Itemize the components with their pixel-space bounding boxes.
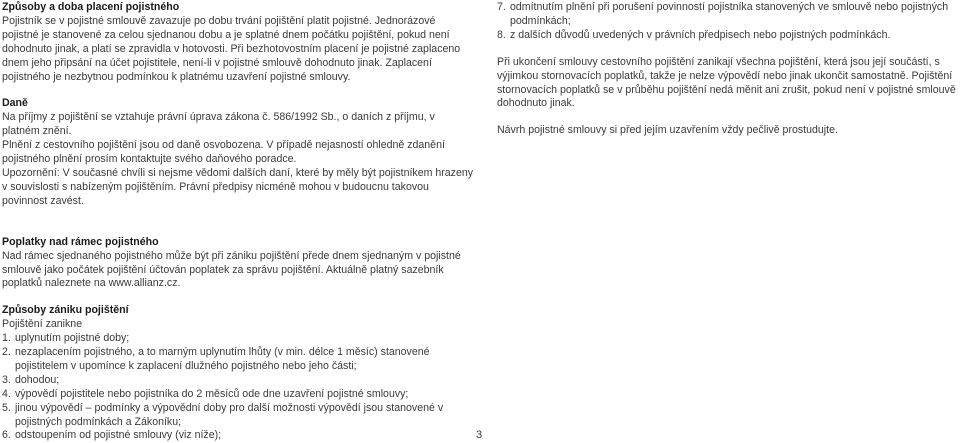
list-item: 4. výpovědí pojistitele nebo pojistníka do 2 měsíců ode dne uzavření pojistné smlouvy;	[2, 387, 409, 400]
section-payment-title: Způsoby a doba placení pojistného	[2, 1, 180, 13]
page-number: 3	[476, 429, 483, 441]
termination-paragraph: Při ukončení smlouvy cestovního pojištění zanikají všechna pojištění, která jsou její součástí, s výjimkou stornovacích poplatků, takže je nelze výpovědí nebo jinak ukončit samostatně. Pojištění stornovacích poplatků se v průběhu pojištění nedá měnit ani zrušit, pokud není v pojistné smlouvě dohodnuto jinak.	[497, 55, 956, 110]
list-item: 6. odstoupením od pojistné smlouvy (viz níže);	[2, 429, 222, 442]
section-taxes-title: Daně	[2, 97, 28, 110]
list-item: 2. nezaplacením pojistného, a to marným uplynutím lhůty (v min. délce 1 měsíc) stanovené pojistitelem v upomínce k zaplacení dlužného pojistného nebo jeho části;	[2, 346, 430, 372]
right-column	[497, 1, 957, 138]
termination-list-continued	[497, 1, 957, 43]
section-taxes-text-1: Na příjmy z pojištění se vztahuje právní úprava zákona č. 586/1992 Sb., o daních z příjmu, v platném znění.	[2, 111, 435, 138]
advice-paragraph: Návrh pojistné smlouvy si před jejím uzavřením vždy pečlivě prostudujte.	[497, 124, 838, 137]
section-payment	[2, 1, 474, 84]
list-item: 5. jinou výpovědí – podmínky a výpovědní doby pro další možnosti výpovědí jsou stanovené v pojistných podmínkách a Zákoníku;	[2, 401, 444, 428]
list-item: 7. odmítnutím plnění při porušení povinností pojistníka stanovených ve smlouvě nebo pojistných podmínkách;	[497, 1, 949, 27]
section-termination-title: Způsoby zániku pojištění	[2, 304, 129, 317]
section-payment-text: Pojistník se v pojistné smlouvě zavazuje po dobu trvání pojištění platit pojistné. Jednorázové pojistné je stanovené za celou sjednanou dobu a je splatné dnem počátku pojištění, pokud není dohodnuto jinak, a platí se zpravidla v hotovosti. Při bezhotovostním placení je pojistné zaplaceno dnem jeho připsání na účet pojistitele, není-li v pojistné smlouvě dohodnuto jinak. Zaplacení pojistného je nezbytnou podmínkou k platnému uzavření pojistné smlouvy.	[2, 14, 461, 83]
list-item: 3. dohodou;	[2, 373, 60, 386]
section-fees-text: Nad rámec sjednaného pojistného může být při zániku pojištění přede dnem sjednaným v pojistné smlouvě jako počátek pojištění účtován poplatek za správu pojištění. Aktuálně platný sazebník poplatků naleznete na www.allianz.cz.	[2, 249, 461, 290]
section-termination-intro: Pojištění zanikne	[2, 318, 83, 331]
section-termination	[2, 304, 474, 443]
termination-list	[2, 332, 474, 443]
section-taxes-text-2: Plnění z cestovního pojištění jsou od daně osvobozena. V případě nejasností ohledně zdanění pojistného plnění prosím kontaktujte svého daňového poradce.	[2, 139, 445, 166]
section-taxes-notice: Upozornění: V současné chvíli si nejsme vědomi dalších daní, které by měly být pojistníkem hrazeny v souvislosti s nabízeným pojištěním. Právní předpisy nicméně mohou v budoucnu takovou povinnost zavést.	[2, 166, 474, 207]
left-column	[2, 1, 474, 443]
section-taxes	[2, 97, 474, 208]
section-fees-title: Poplatky nad rámec pojistného	[2, 235, 159, 248]
list-item: 1. uplynutím pojistné doby;	[2, 332, 130, 345]
section-fees	[2, 236, 474, 292]
list-item: 8. z dalších důvodů uvedených v právních předpisech nebo pojistných podmínkách.	[497, 28, 891, 41]
